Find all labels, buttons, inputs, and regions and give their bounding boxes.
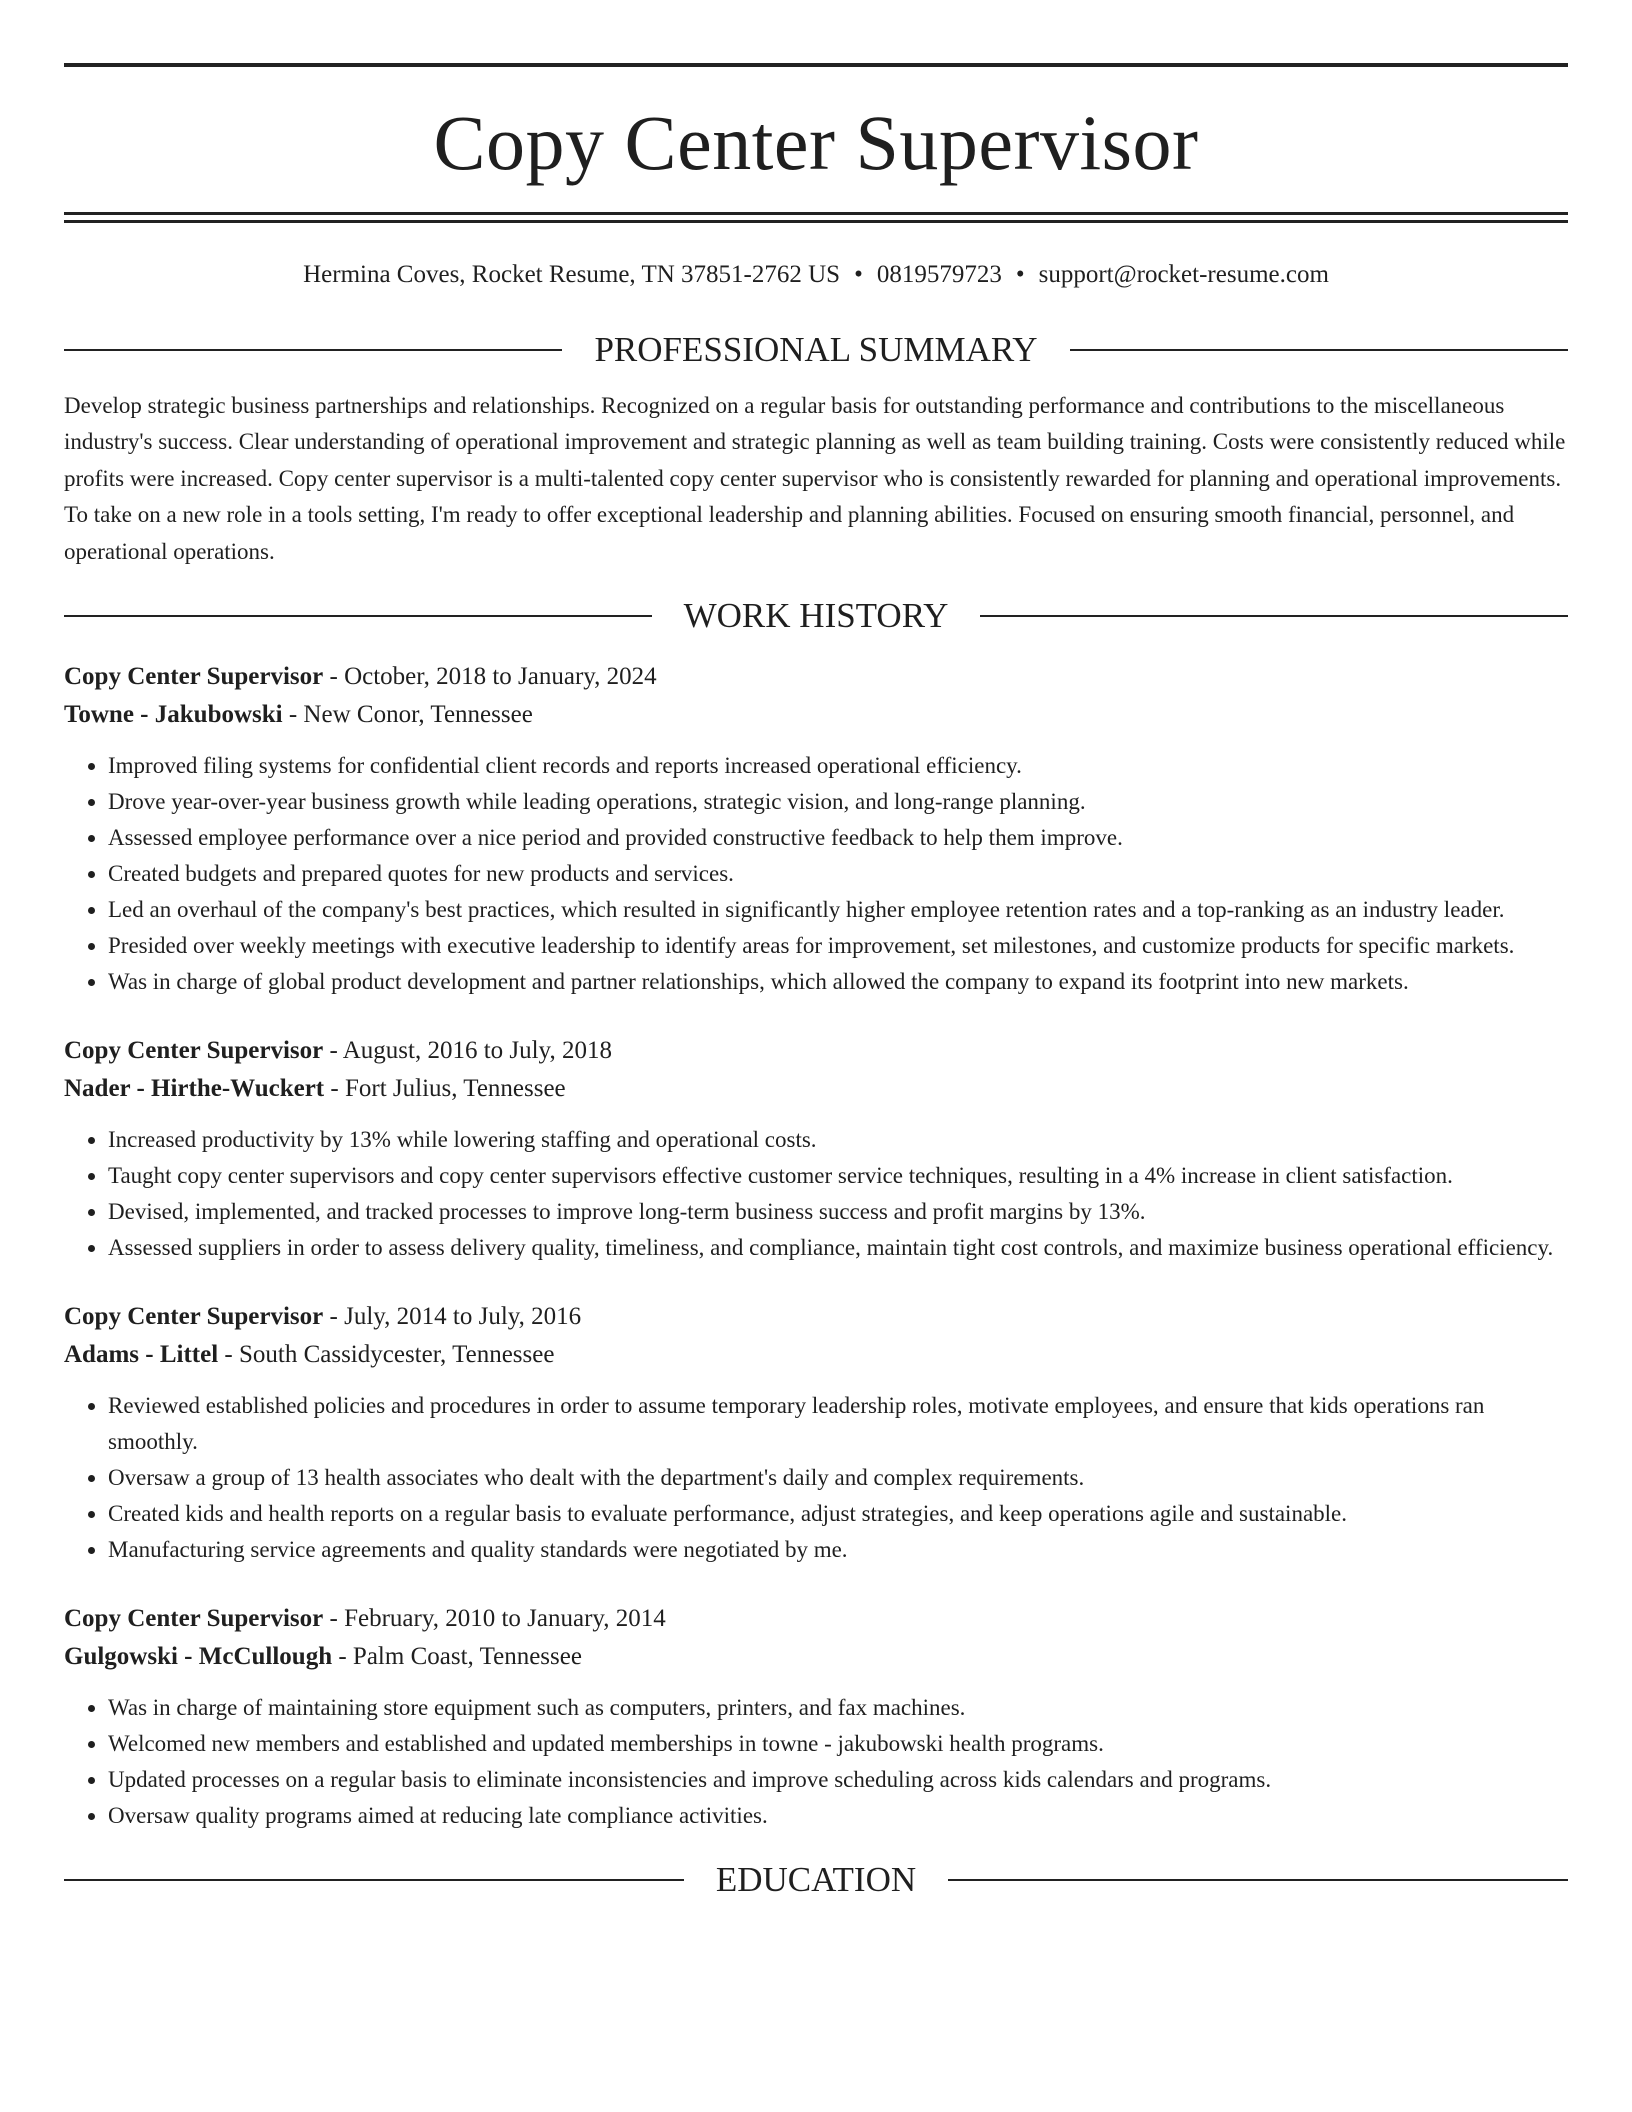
job-entry (64, 1032, 1568, 1266)
section-heading-work-history (64, 596, 1568, 636)
job-dates: - July, 2014 to July, 2016 (323, 1303, 582, 1331)
job-title-line (64, 1298, 1568, 1336)
job-title-line (64, 1032, 1568, 1070)
job-bullet-list (64, 1122, 1568, 1266)
contact-separator: • (854, 261, 863, 288)
section-divider-right (948, 1879, 1568, 1881)
job-title: Copy Center Supervisor (64, 1037, 324, 1065)
section-divider-left (64, 349, 562, 351)
work-history-list (64, 658, 1568, 1834)
job-bullet: • Oversaw quality programs aimed at reducing late compliance activities. (108, 1798, 1568, 1834)
job-bullet-list (64, 1388, 1568, 1568)
job-bullet: • Created kids and health reports on a regular basis to evaluate performance, adjust strategies, and keep operations agile and sustainable. (108, 1496, 1568, 1532)
job-bullet: • Assessed suppliers in order to assess delivery quality, timeliness, and compliance, maintain tight cost controls, and maximize business operational efficiency. (108, 1230, 1568, 1266)
resume-page (64, 0, 1568, 1900)
contact-email: support@rocket-resume.com (1038, 261, 1329, 288)
job-location: - New Conor, Tennessee (282, 701, 533, 729)
title-bottom-double-rule (64, 212, 1568, 223)
job-bullet: • Drove year-over-year business growth while leading operations, strategic vision, and long-range planning. (108, 784, 1568, 820)
job-bullet: • Updated processes on a regular basis to eliminate inconsistencies and improve scheduling across kids calendars and programs. (108, 1762, 1568, 1798)
section-divider-left (64, 1879, 684, 1881)
section-title-summary: PROFESSIONAL SUMMARY (594, 330, 1038, 369)
job-employer-line (64, 696, 1568, 734)
section-divider-right (1070, 349, 1568, 351)
section-divider-left (64, 615, 652, 617)
section-divider-right (980, 615, 1568, 617)
job-title: Copy Center Supervisor (64, 1605, 324, 1633)
section-heading-summary (64, 330, 1568, 370)
job-bullet-list (64, 1690, 1568, 1834)
job-bullet: • Presided over weekly meetings with executive leadership to identify areas for improvement, set milestones, and customize products for specific markets. (108, 928, 1568, 964)
job-bullet: • Taught copy center supervisors and copy center supervisors effective customer service techniques, resulting in a 4% increase in client satisfaction. (108, 1158, 1568, 1194)
job-dates: - October, 2018 to January, 2024 (323, 663, 657, 691)
job-title-line (64, 658, 1568, 696)
job-employer-line (64, 1336, 1568, 1374)
job-entry (64, 1600, 1568, 1834)
job-bullet: • Assessed employee performance over a nice period and provided constructive feedback to help them improve. (108, 820, 1568, 856)
job-bullet: • Manufacturing service agreements and quality standards were negotiated by me. (108, 1532, 1568, 1568)
job-location: - Fort Julius, Tennessee (324, 1075, 566, 1103)
job-bullet: • Devised, implemented, and tracked processes to improve long-term business success and profit margins by 13%. (108, 1194, 1568, 1230)
section-title-education: EDUCATION (715, 1860, 917, 1900)
job-employer: Towne - Jakubowski (64, 701, 283, 729)
job-bullet: • Created budgets and prepared quotes for new products and services. (108, 856, 1568, 892)
job-bullet: • Reviewed established policies and procedures in order to assume temporary leadership roles, motivate employees, and ensure that kids operations ran smoothly. (108, 1388, 1568, 1460)
job-employer-line (64, 1638, 1568, 1676)
contact-phone: 0819579723 (876, 261, 1002, 288)
job-bullet: • Improved filing systems for confidential client records and reports increased operational efficiency. (108, 748, 1568, 784)
job-entry (64, 1298, 1568, 1568)
job-bullet: • Led an overhaul of the company's best practices, which resulted in significantly higher employee retention rates and a top-ranking as an industry leader. (108, 892, 1568, 928)
job-bullet: • Increased productivity by 13% while lowering staffing and operational costs. (108, 1122, 1568, 1158)
section-title-work-history: WORK HISTORY (683, 596, 949, 636)
job-bullet-list (64, 748, 1568, 1000)
job-employer-line (64, 1070, 1568, 1108)
job-employer: Gulgowski - McCullough (64, 1643, 333, 1671)
job-bullet: • Was in charge of global product development and partner relationships, which allowed the company to expand its footprint into new markets. (108, 964, 1568, 1000)
contact-separator: • (1015, 261, 1025, 288)
job-title: Copy Center Supervisor (64, 663, 324, 691)
job-bullet: • Was in charge of maintaining store equipment such as computers, printers, and fax machines. (108, 1690, 1568, 1726)
contact-address: Hermina Coves, Rocket Resume, TN 37851-2762 US (303, 261, 841, 288)
job-title: Copy Center Supervisor (64, 1303, 324, 1331)
job-location: - Palm Coast, Tennessee (332, 1643, 582, 1671)
job-bullet: • Welcomed new members and established and updated memberships in towne - jakubowski health programs. (108, 1726, 1568, 1762)
section-heading-education (64, 1860, 1568, 1900)
title-block (64, 63, 1568, 223)
contact-line (64, 260, 1568, 290)
summary-paragraph: Develop strategic business partnerships and relationships. Recognized on a regular basis for outstanding performance and contributions to the miscellaneous industry's success. Clear understanding of operational improvement and strategic planning as well as team building training. Costs were consistently reduced while profits were increased. Copy center supervisor is a multi-talented copy center supervisor who is consistently rewarded for planning and operational improvements. To take on a new role in a tools setting, I'm ready to offer exceptional leadership and planning abilities. Focused on ensuring smooth financial, personnel, and operational operations. (64, 393, 1566, 564)
job-employer: Nader - Hirthe-Wuckert (64, 1075, 325, 1103)
job-dates: - February, 2010 to January, 2014 (323, 1605, 666, 1633)
job-bullet: • Oversaw a group of 13 health associates who dealt with the department's daily and complex requirements. (108, 1460, 1568, 1496)
page-title: Copy Center Supervisor (433, 99, 1199, 186)
job-location: - South Cassidycester, Tennessee (218, 1341, 555, 1369)
job-dates: - August, 2016 to July, 2018 (323, 1037, 612, 1065)
job-title-line (64, 1600, 1568, 1638)
job-entry (64, 658, 1568, 1000)
job-employer: Adams - Littel (64, 1341, 219, 1369)
